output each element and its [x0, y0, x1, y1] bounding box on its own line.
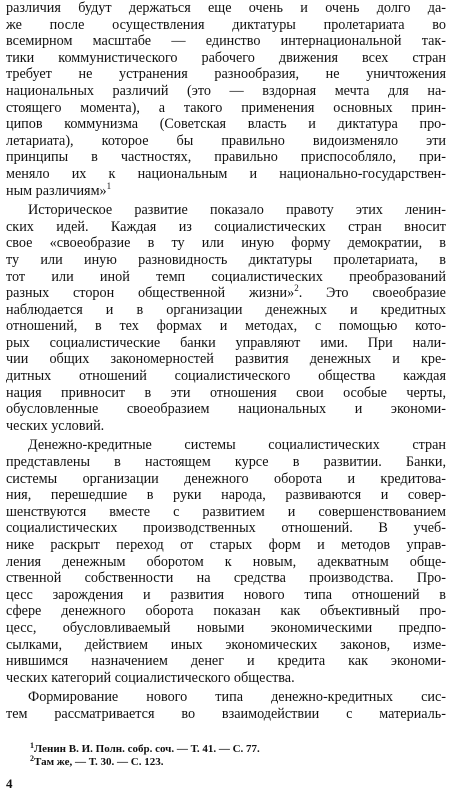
text-line: социалистических производственных отношений. В учеб- — [6, 520, 446, 537]
text-fragment: ным различиям» — [6, 182, 107, 199]
text-fragment: . Это своеобразие — [298, 285, 446, 302]
text-line: тики коммунистического рабочего движения всех стран — [6, 49, 446, 66]
text-line: требует не устранения разнообразия, не уничтожения — [6, 66, 446, 83]
text-line: стоящего момента), а такого применения основных прин- — [6, 99, 446, 116]
text-line: ских идей. Каждая из социалистических стран вносит — [6, 218, 446, 235]
text-line: ственной собственности на средства производства. Про- — [6, 570, 446, 587]
text-line: свое «своеобразие в ту или иную форму демократии, в — [6, 235, 446, 252]
text-line: нике раскрыт переход от старых форм и методов управ- — [6, 537, 446, 553]
paragraph-2 — [6, 202, 446, 434]
text-line: Формирование нового типа денежно-кредитных сис- — [28, 689, 446, 706]
text-line: цесс, обусловливаемый новыми экономическими предпо- — [6, 619, 446, 636]
text-line: тем рассматривается во взаимодействии с материаль- — [6, 705, 446, 722]
text-line: шенствуются вместе с развитием и совершенствованием — [6, 503, 446, 520]
footnote-text: Ленин В. И. Полн. собр. соч. — Т. 41. — С. 77. — [34, 743, 260, 755]
text-line: цесс зарождения и развития нового типа отношений в — [6, 586, 446, 603]
page-number: 4 — [6, 776, 13, 791]
text-line — [6, 180, 446, 200]
text-line: Денежно-кредитные системы социалистических стран — [28, 437, 446, 454]
text-line: сфере денежного оборота показан как объективный про- — [6, 603, 446, 620]
text-line: же после осуществления диктатуры пролетариата во — [6, 16, 446, 33]
footnote-text: Там же, — Т. 30. — С. 123. — [34, 756, 164, 768]
text-line: летариата), которое бы правильно видоизменяло эти — [6, 132, 446, 149]
text-line: нация привносит в эти отношения свои особые черты, — [6, 384, 446, 401]
text-line: ческих условий. — [6, 417, 105, 434]
text-line: ния, перешедшие в руки народа, развиваются и совер- — [6, 487, 446, 504]
text-line: нившимся назначением денег и кредита как экономи- — [6, 653, 446, 670]
footnote-1 — [30, 743, 430, 756]
text-line: дитных отношений социалистического общества каждая — [6, 368, 446, 385]
text-line: принципы в частностях, правильно приспособляло, при- — [6, 149, 446, 166]
paragraph-4 — [6, 689, 446, 722]
text-line: меняло их к национальным и национально-государствен- — [6, 165, 446, 182]
body-text — [6, 0, 446, 723]
text-line: всемирном масштабе — единство интернациональной так- — [6, 33, 446, 50]
footnote-number: 2 — [30, 754, 34, 763]
text-line: различия будут держаться еще очень и очень долго да- — [6, 0, 446, 16]
text-line: ту или иную разновидность диктатуры пролетариата, в — [6, 251, 446, 268]
text-line: системы организации денежного оборота и кредитова- — [6, 470, 446, 487]
text-line: рых социалистические банки управляют ими. При нали- — [6, 334, 446, 351]
text-line: отношений, в тех формах и методах, с помощью кото- — [6, 318, 446, 335]
text-line: представлены в настоящем курсе в развитии. Банки, — [6, 454, 446, 471]
text-line — [6, 285, 446, 302]
text-line: Историческое развитие показало правоту этих ленин- — [28, 202, 446, 219]
footnote-number: 1 — [30, 741, 34, 750]
paragraph-3 — [6, 437, 446, 686]
text-line: сылками, действием иных экономических законов, изме- — [6, 636, 446, 653]
text-line: наблюдается и в организации денежных и кредитных — [6, 301, 446, 318]
text-line: ления денежным оборотом к новым, адекватным обще- — [6, 553, 446, 570]
footnotes — [30, 743, 430, 769]
paragraph-1 — [6, 0, 446, 199]
text-line: ческих категорий социалистического общества. — [6, 669, 295, 686]
footnote-ref-2: 2 — [294, 283, 299, 294]
text-line: обусловленные своеобразием национальных и экономи- — [6, 401, 446, 418]
footnote-2 — [30, 756, 430, 769]
text-fragment: разных сторон общественной жизни» — [6, 285, 295, 302]
text-line: тот или иной темп социалистических преобразований — [6, 268, 446, 285]
text-line: национальных различий (это — вздорная мечта для на- — [6, 82, 446, 99]
footnote-ref-1: 1 — [106, 180, 112, 191]
text-line: чии общих закономерностей развития денежных и кре- — [6, 351, 446, 368]
text-line: ципов коммунизма (Советская власть и диктатура про- — [6, 116, 446, 133]
